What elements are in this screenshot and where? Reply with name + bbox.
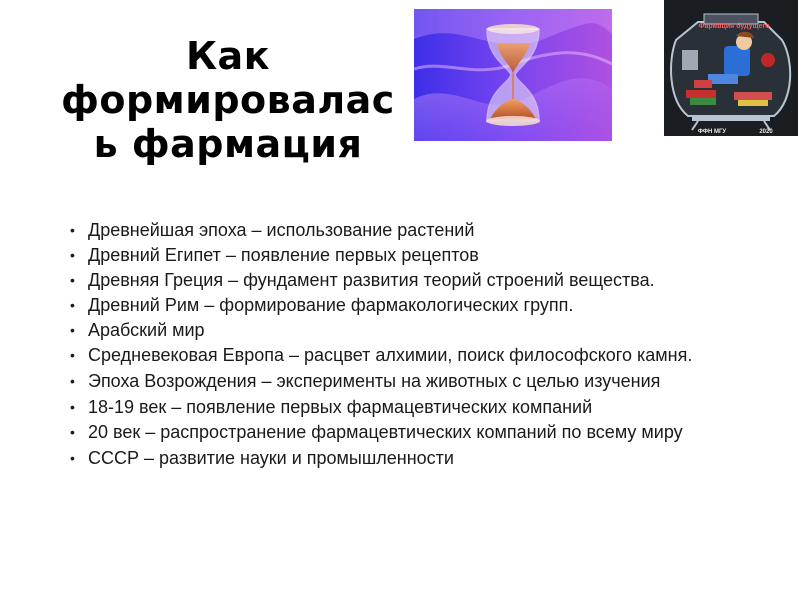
bullet-icon: • [70, 373, 75, 389]
poster-footer-right: 2020 [759, 129, 773, 135]
bullet-icon: • [70, 450, 75, 466]
bullet-icon: • [70, 424, 75, 440]
list-item: • Средневековая Европа – расцвет алхимии, поиск философского камня. [70, 345, 693, 365]
list-item: • Древний Египет – появление первых рецептов [70, 245, 479, 265]
list-item: • Древняя Греция – фундамент развития теорий строений вещества. [70, 270, 655, 290]
list-item: • СССР – развитие науки и промышленности [70, 448, 454, 468]
list-item: • Древнейшая эпоха – использование растений [70, 220, 475, 240]
bullet-icon: • [70, 399, 75, 415]
bullet-icon: • [70, 272, 75, 288]
poster-footer-left: ФФН МГУ [697, 129, 727, 135]
poster-heading: Фармация будущего [698, 23, 770, 30]
list-item: • Древний Рим – формирование фармакологических групп. [70, 295, 574, 315]
bullet-icon: • [70, 247, 75, 263]
bullet-list [70, 221, 790, 474]
list-item: • 20 век – распространение фармацевтических компаний по всему миру [70, 422, 683, 442]
bullet-icon: • [70, 322, 75, 338]
hourglass-image [414, 9, 612, 141]
bullet-icon: • [70, 297, 75, 313]
list-item: • 18-19 век – появление первых фармацевтических компаний [70, 397, 593, 417]
poster-image [664, 0, 798, 136]
bullet-icon: • [70, 347, 75, 363]
list-item: • Эпоха Возрождения – эксперименты на животных с целью изучения [70, 371, 661, 391]
bullet-icon: • [70, 222, 75, 238]
list-item: • Арабский мир [70, 320, 205, 340]
slide-title: Как формировалас ь фармация [61, 34, 395, 166]
